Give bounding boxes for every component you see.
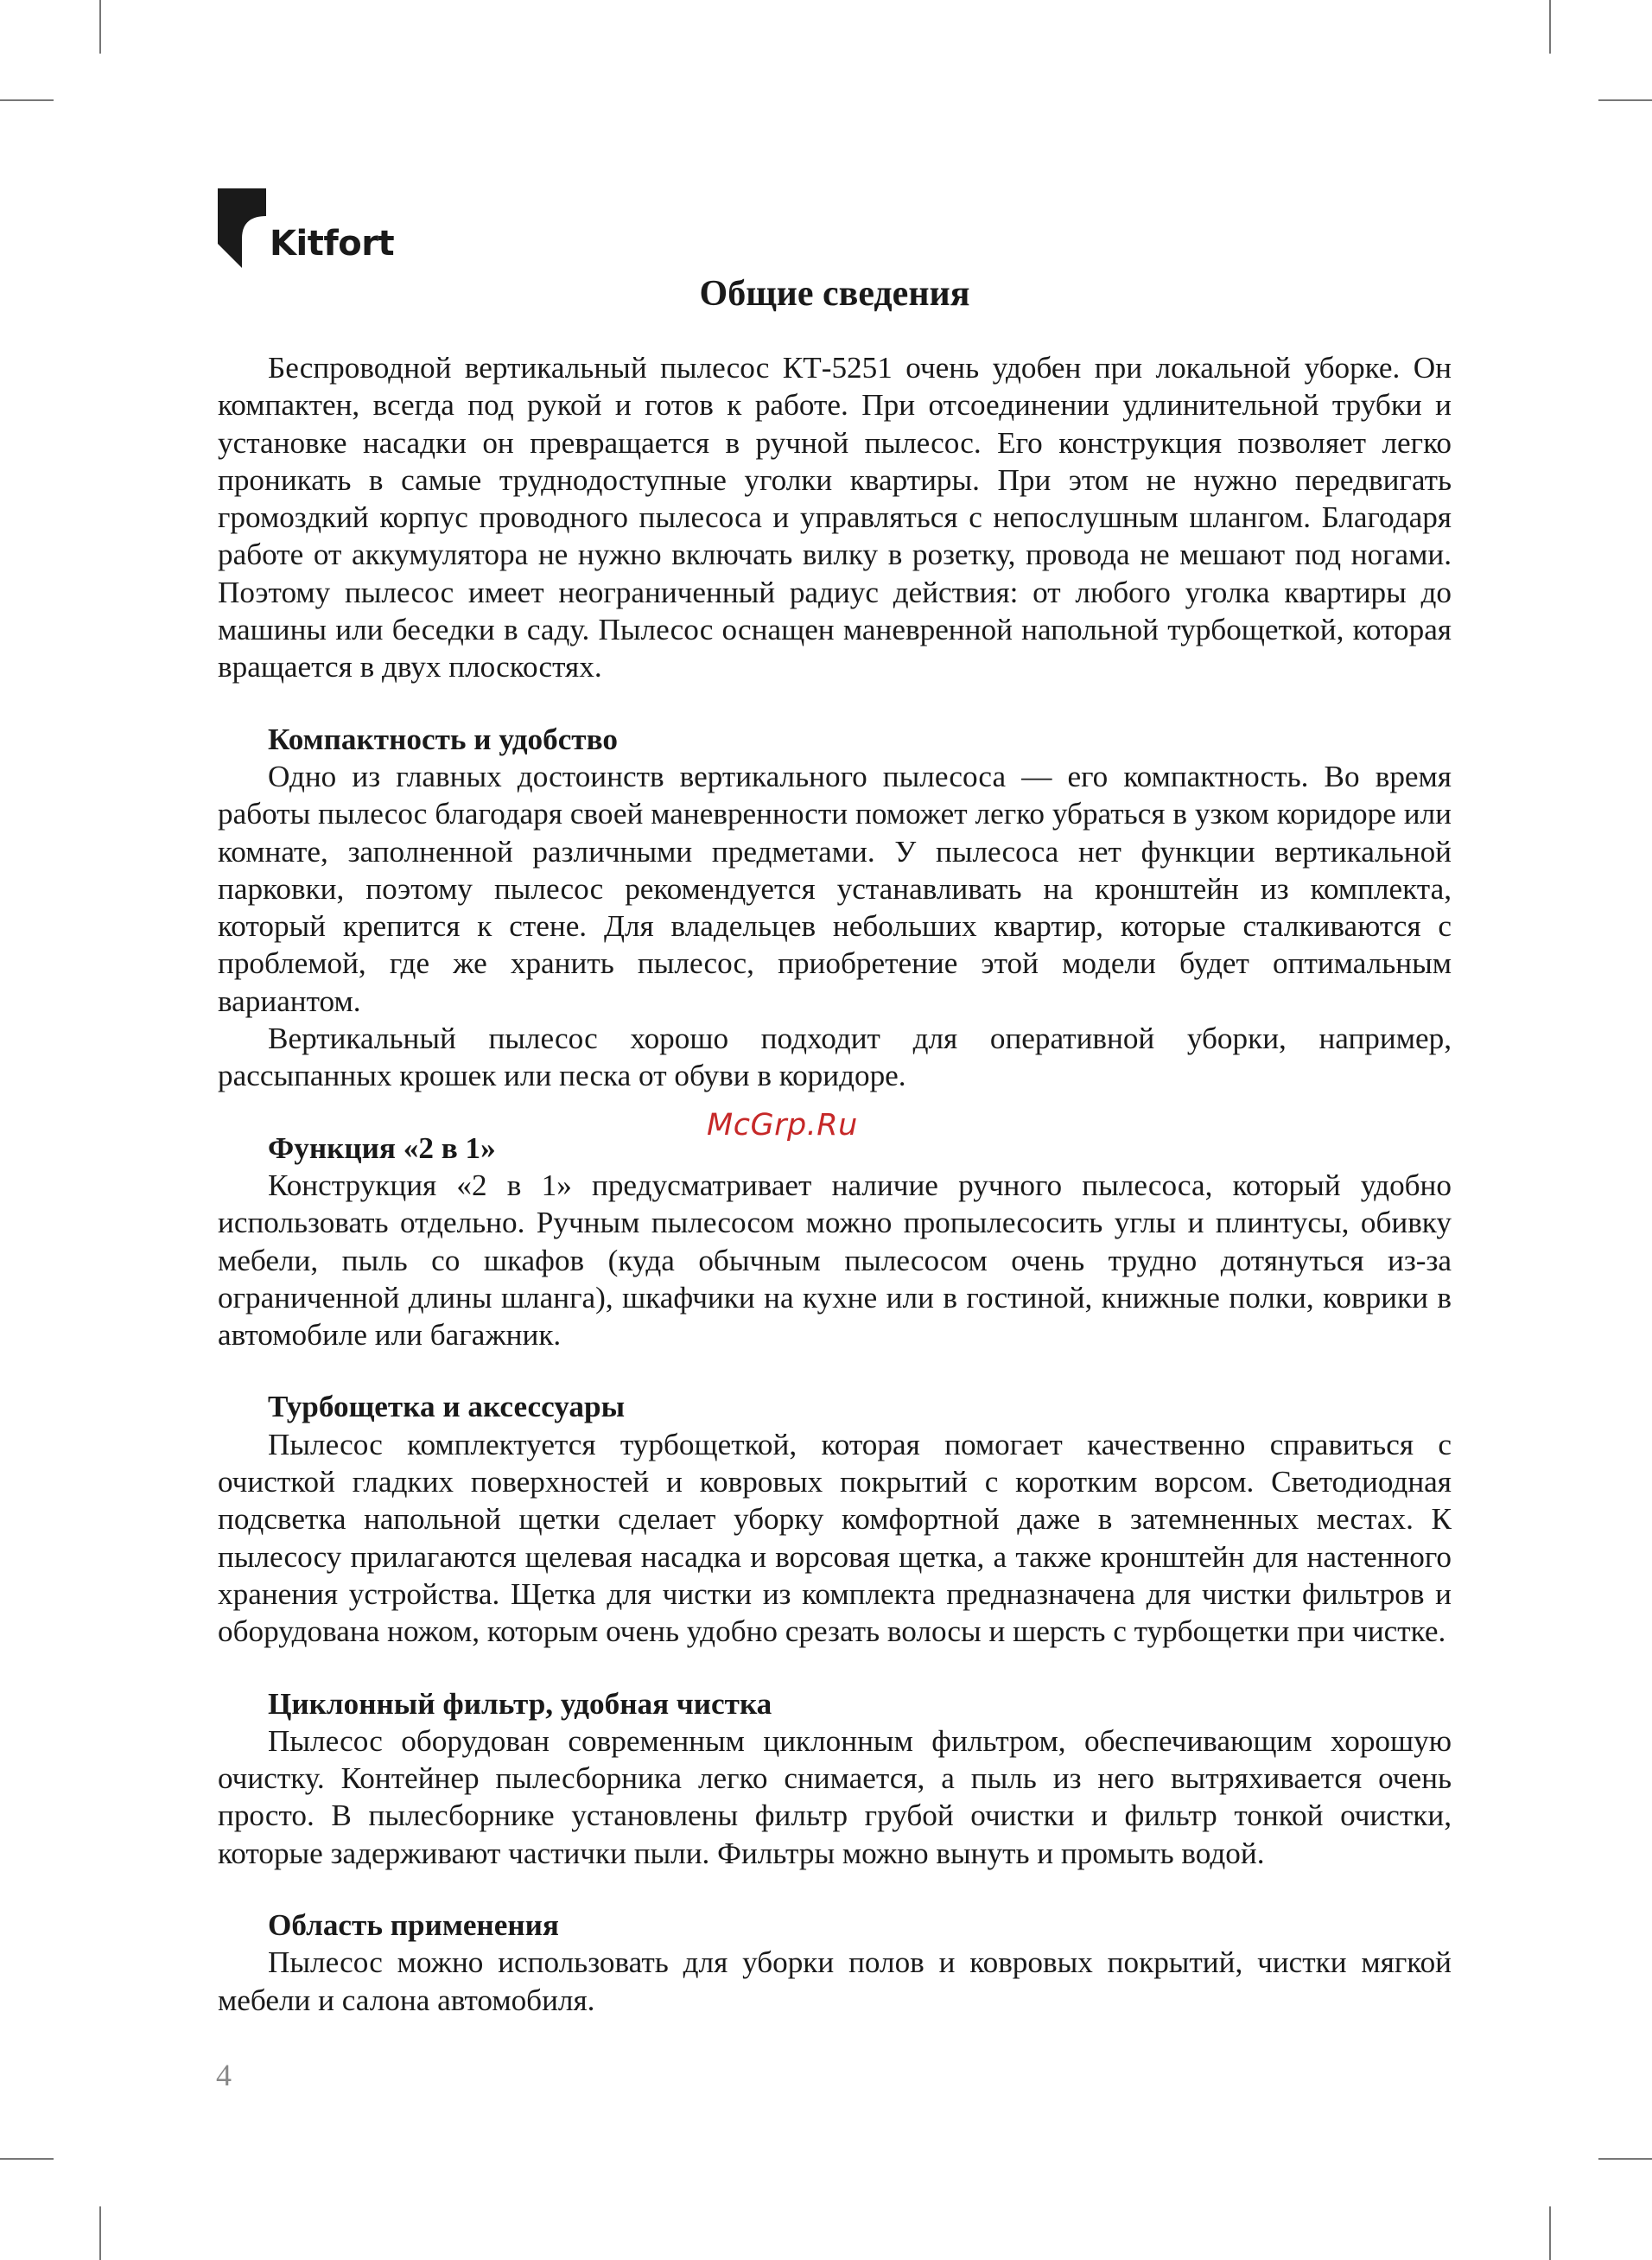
kitfort-logo-icon — [218, 188, 266, 268]
section-heading-2in1: Функция «2 в 1» — [268, 1130, 496, 1165]
section-heading-cyclone-filter: Циклонный фильтр, удобная чистка — [268, 1686, 772, 1721]
section-paragraph: Пылесос можно использовать для уборки полов и ковровых покрытий, чистки мягкой мебели и салона автомобиля. — [218, 1945, 1452, 2017]
crop-mark-bottom-left-v — [99, 2206, 101, 2260]
document-body — [218, 349, 1452, 2019]
section-heading-application: Область применения — [268, 1907, 559, 1942]
page-title: Общие сведения — [699, 274, 970, 314]
logo-brand-text: Kitfort — [270, 224, 395, 264]
crop-mark-top-left-h — [0, 99, 54, 101]
section-heading-turbobrush: Турбощетка и аксессуары — [268, 1390, 626, 1424]
watermark-text: McGrp.Ru — [707, 1108, 858, 1143]
section-paragraph: Вертикальный пылесос хорошо подходит для оперативной уборки, например, рассыпанных крошек или песка от обуви в коридоре. — [218, 1022, 1452, 1093]
crop-mark-bottom-right-h — [1598, 2158, 1652, 2160]
intro-paragraph: Беспроводной вертикальный пылесос КТ-5251 очень удобен при локальной уборке. Он компактен, всегда под рукой и готов к работе. При отсоединении удлинительной трубки и установке насадки он превращается в ручной пылесос. Его конструкция позволяет легко проникать в самые труднодоступные уголки квартиры. При этом не нужно передвигать громоздкий корпус проводного пылесоса и управляться с непослушным шлангом. Благодаря работе от аккумулятора не нужно включать вилку в розетку, провода не мешают под ногами. Поэтому пылесос имеет неограниченный радиус действия: от любого уголка квартиры до машины или беседки в саду. Пылесос оснащен маневренной напольной турбощеткой, которая вращается в двух плоскостях. — [218, 351, 1452, 684]
kitfort-logo — [218, 188, 394, 268]
section-paragraph: Пылесос оборудован современным циклонным фильтром, обеспечивающим хорошую очистку. Контейнер пылесборника легко снимается, а пыль из него вытряхивается очень просто. В пылесборнике установлены фильтр грубой очистки и фильтр тонкой очистки, которые задерживают частички пыли. Фильтры можно вынуть и промыть водой. — [218, 1723, 1452, 1870]
crop-mark-top-right-h — [1598, 99, 1652, 101]
section-paragraph: Пылесос комплектуется турбощеткой, которая помогает качественно справиться с очисткой гладких поверхностей и ковровых покрытий с коротким ворсом. Светодиодная подсветка напольной щетки сделает уборку комфортной даже в затемненных местах. К пылесосу прилагаются щелевая насадка и ворсовая щетка, а также кронштейн для настенного хранения устройства. Щетка для чистки из комплекта предназначена для чистки фильтров и оборудована ножом, которым очень удобно срезать волосы и шерсть с турбощетки при чистке. — [218, 1427, 1452, 1649]
crop-mark-top-right-v — [1549, 0, 1551, 54]
section-heading-compactness: Компактность и удобство — [268, 722, 618, 756]
crop-mark-bottom-right-v — [1549, 2206, 1551, 2260]
section-paragraph: Одно из главных достоинств вертикального пылесоса — его компактность. Во время работы пылесос благодаря своей маневренности поможет легко убраться в узком коридоре или комнате, заполненной различными предметами. У пылесоса нет функции вертикальной парковки, поэтому пылесос рекомендуется устанавливать на кронштейн из комплекта, который крепится к стене. Для владельцев небольших квартир, которые сталкиваются с проблемой, где же хранить пылесос, приобретение этой модели будет оптимальным вариантом. — [218, 759, 1452, 1018]
section-paragraph: Конструкция «2 в 1» предусматривает наличие ручного пылесоса, который удобно использовать отдельно. Ручным пылесосом можно пропылесосить углы и плинтусы, обивку мебели, пыль со шкафов (куда обычным пылесосом очень трудно дотянуться из-за ограниченной длины шланга), шкафчики на кухне или в гостиной, книжные полки, коврики в автомобиле или багажник. — [218, 1168, 1452, 1353]
page-number: 4 — [216, 2058, 232, 2092]
crop-mark-bottom-left-h — [0, 2158, 54, 2160]
crop-mark-top-left-v — [99, 0, 101, 54]
